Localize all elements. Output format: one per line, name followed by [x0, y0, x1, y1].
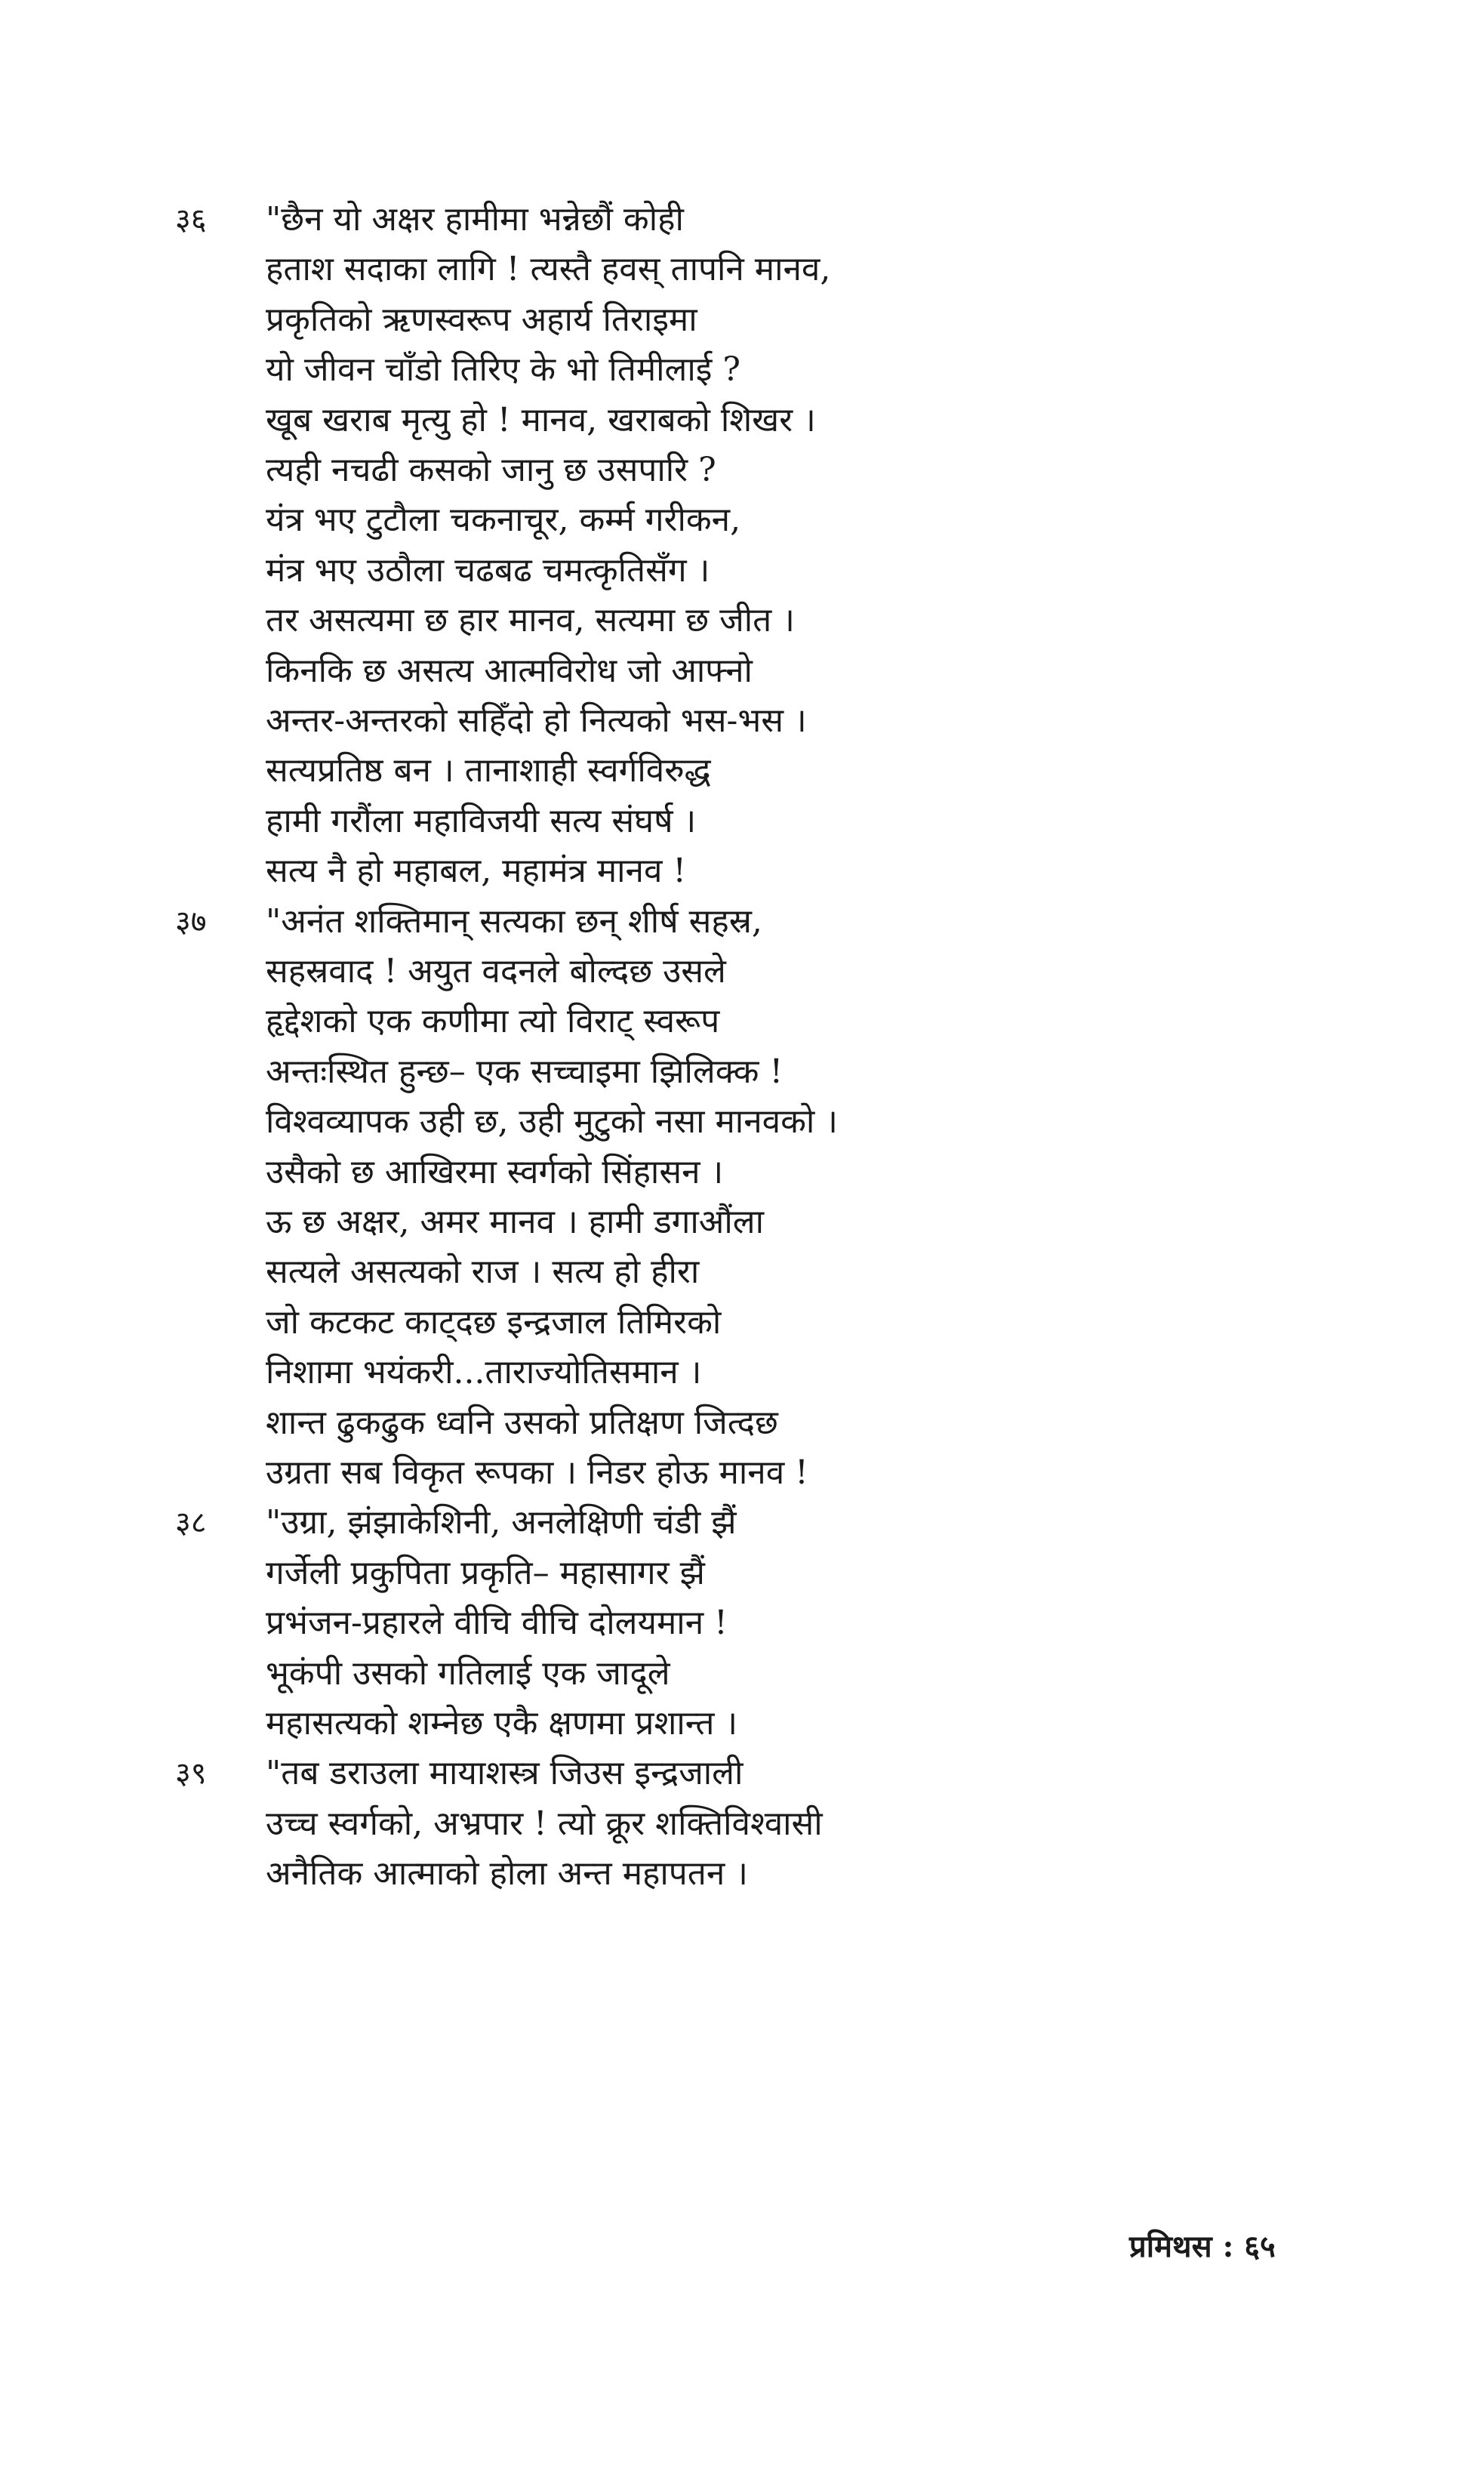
verse-line: यो जीवन चाँडो तिरिए के भो तिमीलाई ? [266, 350, 740, 390]
verse-line: गर्जेली प्रकुपिता प्रकृति– महासागर झैं [266, 1553, 705, 1592]
verse-line: "उग्रा, झंझाकेशिनी, अनलेक्षिणी चंडी झैं [266, 1503, 737, 1542]
verse-line: खूब खराब मृत्यु हो ! मानव, खराबको शिखर । [266, 400, 816, 439]
verse-line: निशामा भयंकरी...ताराज्योतिसमान । [266, 1353, 702, 1392]
verse-line: सत्यले असत्यको राज । सत्य हो हीरा [266, 1253, 700, 1292]
stanza-number: ३७ [175, 904, 207, 939]
verse-line: अन्तःस्थित हुन्छ– एक सच्चाइमा झिलिक्क ! [266, 1052, 784, 1091]
verse-line: हामी गरौंला महाविजयी सत्य संघर्ष । [266, 801, 697, 840]
stanza-number: ३६ [175, 202, 207, 237]
verse-line: प्रकृतिको ऋणस्वरूप अहार्य तिराइमा [266, 300, 697, 339]
verse-line: महासत्यको शम्नेछ एकै क्षणमा प्रशान्त । [266, 1704, 738, 1743]
verse-line: सहस्रवाद ! अयुत वदनले बोल्दछ उसले [266, 952, 726, 991]
verse-line: त्यही नचढी कसको जानु छ उसपारि ? [266, 451, 716, 489]
verse-line: विश्वव्यापक उही छ, उही मुटुको नसा मानवको । [266, 1102, 838, 1142]
verse-line: हताश सदाका लागि ! त्यस्तै हवस् तापनि मानव, [266, 250, 831, 289]
verse-line: किनकि छ असत्य आत्मविरोध जो आफ्नो [266, 651, 753, 690]
verse-line: उसैको छ आखिरमा स्वर्गको सिंहासन । [266, 1152, 724, 1191]
verse-line: सत्यप्रतिष्ठ बन । तानाशाही स्वर्गविरुद्ध [266, 751, 711, 790]
verse-line: तर असत्यमा छ हार मानव, सत्यमा छ जीत । [266, 601, 795, 640]
verse-line: "छैन यो अक्षर हामीमा भन्नेछौं कोही [266, 200, 684, 239]
verse-line: अनैतिक आत्माको होला अन्त महापतन । [266, 1854, 748, 1894]
stanza-number: ३९ [175, 1756, 207, 1792]
stanza-number: ३८ [175, 1505, 207, 1541]
verse-line: उच्च स्वर्गको, अभ्रपार ! त्यो क्रूर शक्तिविश्वासी [266, 1804, 823, 1843]
verse-line: यंत्र भए टुटौला चकनाचूर, कर्म्म गरीकन, [266, 501, 741, 540]
verse-line: हृद्देशको एक कणीमा त्यो विराट् स्वरूप [266, 1002, 720, 1041]
page-footer: प्रमिथस : ६५ [1129, 2229, 1276, 2264]
verse-line: उग्रता सब विकृत रूपका । निडर होऊ मानव ! [266, 1453, 808, 1492]
verse-line: शान्त ढुकढुक ध्वनि उसको प्रतिक्षण जित्दछ [266, 1403, 778, 1442]
verse-line: भूकंपी उसको गतिलाई एक जादूले [266, 1653, 670, 1693]
verse-line: सत्य नै हो महाबल, महामंत्र मानव ! [266, 852, 687, 891]
verse-line: "तब डराउला मायाशस्त्र जिउस इन्द्रजाली [266, 1754, 744, 1793]
verse-line: ऊ छ अक्षर, अमर मानव । हामी डगाऔंला [266, 1203, 764, 1241]
verse-line: मंत्र भए उठौला चढबढ चमत्कृतिसँग । [266, 550, 710, 590]
verse-line: "अनंत शक्तिमान् सत्यका छन् शीर्ष सहस्र, [266, 901, 762, 941]
verse-line: प्रभंजन-प्रहारले वीचि वीचि दोलयमान ! [266, 1604, 728, 1643]
verse-line: अन्तर-अन्तरको सहिँदो हो नित्यको भस-भस । [266, 701, 807, 740]
verse-line: जो कटकट काट्दछ इन्द्रजाल तिमिरको [266, 1302, 722, 1342]
